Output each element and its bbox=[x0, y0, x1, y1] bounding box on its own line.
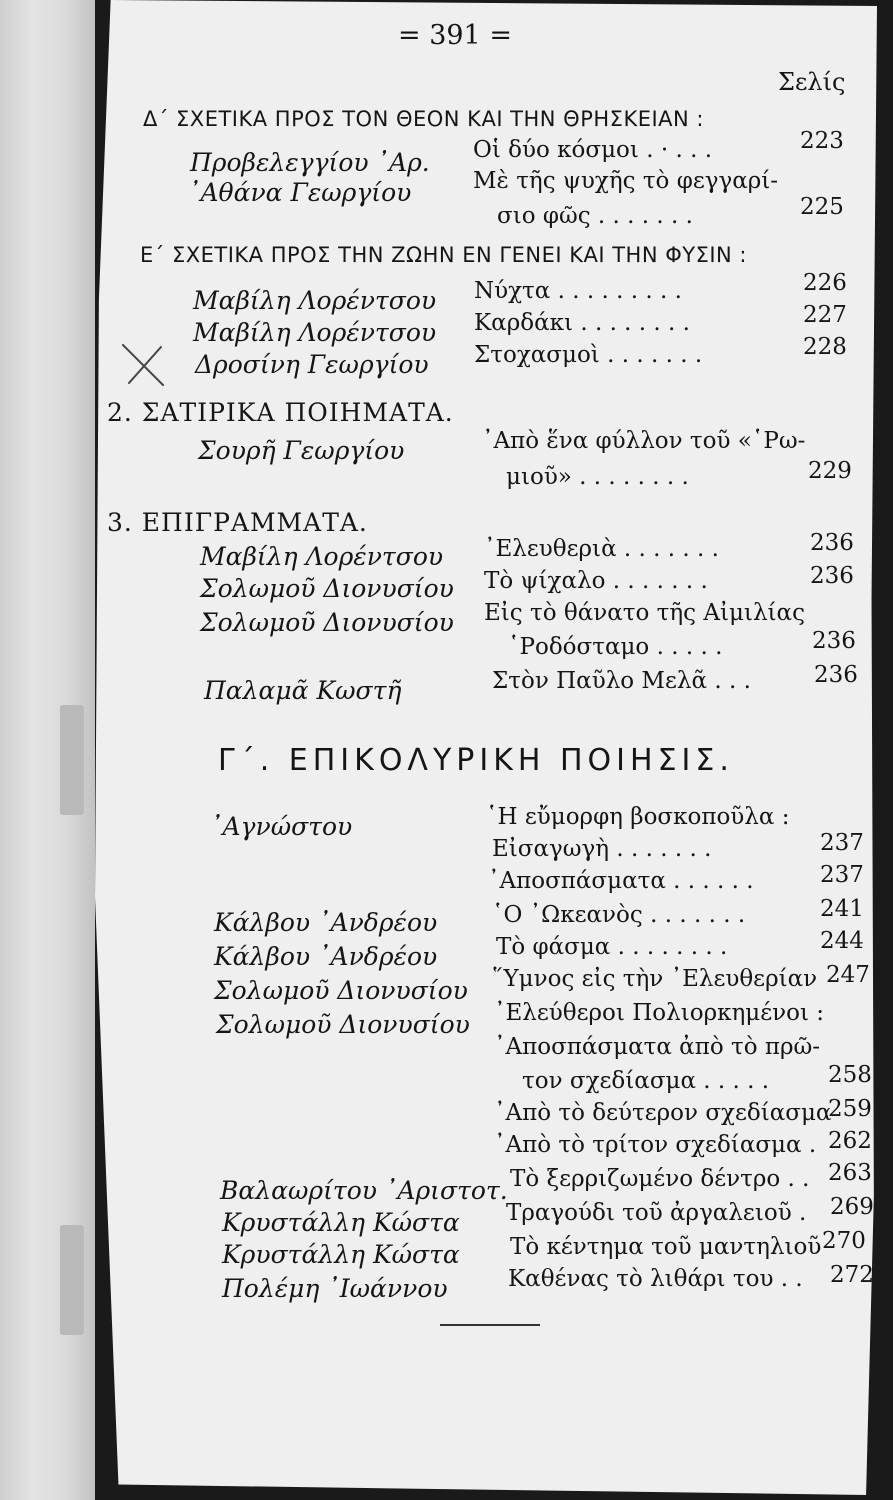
entry-title: ᾿Απὸ ἕνα φύλλον τοῦ «῾Ρω- bbox=[482, 428, 806, 454]
entry-author: Κρυστάλλη Κώστα bbox=[222, 1240, 460, 1269]
entry-page: 263 bbox=[828, 1160, 872, 1186]
entry-title: Τραγούδι τοῦ ἀργαλειοῦ . bbox=[506, 1200, 807, 1226]
entry-title: ῾Η εὔμορφη βοσκοποῦλα : bbox=[486, 804, 790, 830]
entry-author: Προβελεγγίου ᾿Αρ. bbox=[190, 148, 430, 177]
entry-title: Οἱ δύο κόσμοι . · . . . bbox=[473, 137, 713, 163]
entry-author: Σολωμοῦ Διονυσίου bbox=[200, 608, 454, 637]
entry-page: 262 bbox=[828, 1128, 872, 1154]
entry-page: 225 bbox=[800, 194, 844, 220]
section-heading: 2. ΣΑΤΙΡΙΚΑ ΠΟΙΗΜΑΤΑ. bbox=[107, 398, 454, 427]
entry-page: 247 bbox=[826, 962, 870, 988]
entry-title: ᾿Απὸ τὸ δεύτερον σχεδίασμα bbox=[494, 1100, 832, 1126]
entry-author: Δροσίνη Γεωργίου bbox=[195, 350, 429, 379]
closing-rule bbox=[440, 1324, 540, 1326]
entry-page: 236 bbox=[810, 530, 854, 556]
entry-title: Τὸ ξερριζωμένο δέντρο . . bbox=[510, 1166, 810, 1192]
binding-thread bbox=[60, 705, 84, 815]
entry-page: 269 bbox=[830, 1194, 874, 1220]
entry-page: 229 bbox=[808, 458, 852, 484]
entry-title: Στὸν Παῦλο Μελᾶ . . . bbox=[492, 668, 751, 694]
entry-author: ᾿Αθάνα Γεωργίου bbox=[188, 178, 412, 207]
entry-author: Σουρῆ Γεωργίου bbox=[198, 436, 405, 465]
entry-author: Βαλαωρίτου ᾿Αριστοτ. bbox=[220, 1176, 508, 1205]
entry-author: Σολωμοῦ Διονυσίου bbox=[214, 976, 468, 1005]
page-column-header: Σελίς bbox=[778, 68, 846, 96]
page-number: = 391 = bbox=[398, 20, 512, 51]
entry-author: Μαβίλη Λορέντσου bbox=[200, 542, 444, 571]
entry-page: 237 bbox=[820, 830, 864, 856]
entry-title: ῞Υμνος εἰς τὴν ᾿Ελευθερίαν bbox=[492, 966, 818, 992]
entry-author: ᾿Αγνώστου bbox=[210, 812, 353, 841]
entry-title: ᾿Αποσπάσματα ἀπὸ τὸ πρῶ- bbox=[494, 1034, 821, 1060]
pencil-cross-mark bbox=[115, 335, 175, 395]
entry-page: 270 bbox=[822, 1228, 866, 1254]
entry-title: μιοῦ» . . . . . . . . bbox=[506, 464, 689, 490]
binding-thread bbox=[60, 1225, 84, 1335]
entry-title: ᾿Αποσπάσματα . . . . . . bbox=[488, 868, 754, 894]
entry-author: Μαβίλη Λορέντσου bbox=[193, 286, 437, 315]
entry-title: Εἰς τὸ θάνατο τῆς Αἰμιλίας bbox=[484, 600, 805, 626]
entry-page: 258 bbox=[828, 1062, 872, 1088]
entry-author: Κρυστάλλη Κώστα bbox=[222, 1208, 460, 1237]
entry-title: τον σχεδίασμα . . . . . bbox=[522, 1068, 770, 1094]
entry-page: 244 bbox=[820, 928, 864, 954]
entry-author: Κάλβου ᾿Ανδρέου bbox=[214, 942, 438, 971]
entry-author: Πολέμη ᾿Ιωάννου bbox=[222, 1274, 448, 1303]
entry-title: Στοχασμοὶ . . . . . . . bbox=[474, 342, 703, 368]
entry-title: Τὸ ψίχαλο . . . . . . . bbox=[484, 568, 708, 594]
entry-author: Μαβίλη Λορέντσου bbox=[193, 318, 437, 347]
entry-title: ῾Ο ᾿Ωκεανὸς . . . . . . . bbox=[492, 902, 746, 928]
section-heading: Γ΄. ΕΠΙΚΟΛΥΡΙΚΗ ΠΟΙΗΣΙΣ. bbox=[218, 743, 734, 778]
entry-page: 236 bbox=[812, 628, 856, 654]
entry-title: σιο φῶς . . . . . . . bbox=[497, 203, 693, 229]
entry-page: 259 bbox=[828, 1096, 872, 1122]
entry-title: ᾿Ελεύθεροι Πολιορκημένοι : bbox=[494, 1000, 825, 1026]
entry-page: 272 bbox=[830, 1262, 874, 1288]
entry-title: ᾿Απὸ τὸ τρίτον σχεδίασμα . bbox=[494, 1132, 817, 1158]
entry-page: 223 bbox=[800, 128, 844, 154]
entry-title: Καρδάκι . . . . . . . . bbox=[474, 310, 690, 336]
entry-page: 226 bbox=[803, 270, 847, 296]
entry-page: 236 bbox=[810, 563, 854, 589]
entry-page: 228 bbox=[803, 334, 847, 360]
entry-title: Νύχτα . . . . . . . . . bbox=[474, 278, 682, 304]
entry-author: Σολωμοῦ Διονυσίου bbox=[200, 574, 454, 603]
entry-author: Παλαμᾶ Κωστῆ bbox=[204, 676, 402, 705]
entry-title: Καθένας τὸ λιθάρι του . . bbox=[508, 1266, 803, 1292]
entry-page: 236 bbox=[814, 662, 858, 688]
entry-page: 241 bbox=[820, 896, 864, 922]
entry-page: 237 bbox=[820, 862, 864, 888]
entry-page: 227 bbox=[803, 302, 847, 328]
entry-title: Τὸ φάσμα . . . . . . . . bbox=[496, 934, 728, 960]
entry-author: Σολωμοῦ Διονυσίου bbox=[216, 1010, 470, 1039]
entry-title: ᾿Ελευθεριὰ . . . . . . . bbox=[484, 536, 719, 562]
entry-author: Κάλβου ᾿Ανδρέου bbox=[214, 908, 438, 937]
entry-title: ῾Ροδόσταμο . . . . . bbox=[508, 634, 723, 660]
entry-title: Μὲ τῆς ψυχῆς τὸ φεγγαρί- bbox=[473, 168, 779, 194]
section-heading: Δ΄ ΣΧΕΤΙΚΑ ΠΡΟΣ ΤΟΝ ΘΕΟΝ ΚΑΙ ΤΗΝ ΘΡΗΣΚΕΙΑΝ : bbox=[143, 107, 704, 131]
section-heading: Ε΄ ΣΧΕΤΙΚΑ ΠΡΟΣ ΤΗΝ ΖΩΗΝ ΕΝ ΓΕΝΕΙ ΚΑΙ ΤΗΝ ΦΥΣΙΝ : bbox=[140, 243, 747, 267]
entry-title: Τὸ κέντημα τοῦ μαντηλιοῦ bbox=[510, 1234, 822, 1260]
section-heading: 3. ΕΠΙΓΡΑΜΜΑΤΑ. bbox=[107, 508, 368, 537]
entry-title: Εἰσαγωγὴ . . . . . . . bbox=[492, 836, 712, 862]
book-binding-edge bbox=[0, 0, 95, 1500]
